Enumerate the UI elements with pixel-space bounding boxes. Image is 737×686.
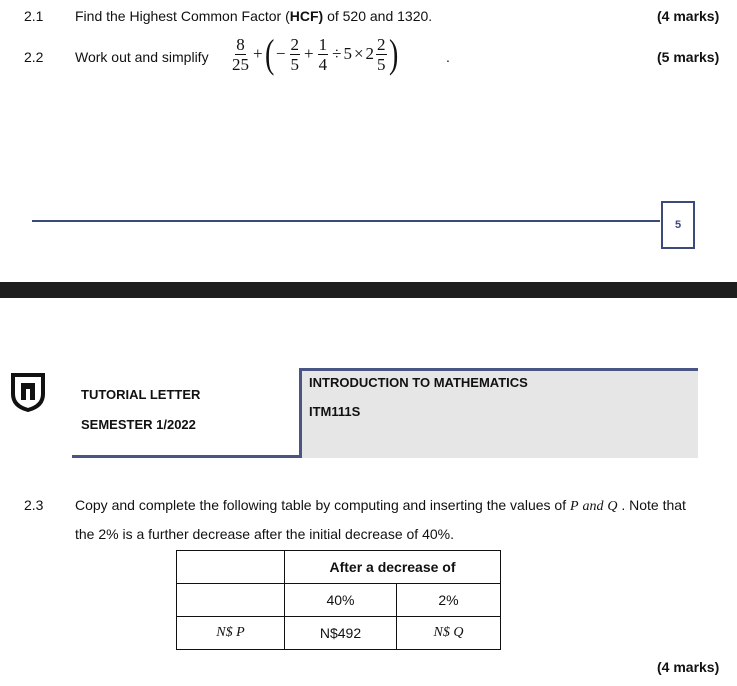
fraction [290,36,301,73]
table-cell: 2% [397,584,501,617]
numerator: 1 [318,34,328,54]
question-text: Work out and simplify [75,49,209,65]
denominator: 4 [318,54,328,74]
numerator: 2 [377,34,386,54]
question-text-line2: the 2% is a further decrease after the initial decrease of 40%. [75,526,454,542]
numerator: 2 [290,34,300,54]
semester-label: SEMESTER 1/2022 [81,417,196,432]
variable-q: Q [607,499,618,514]
university-shield-logo-icon [10,372,46,412]
marks-label: (5 marks) [657,49,720,65]
table-row [177,551,501,584]
plus-sign: + [304,44,314,63]
marks-label: (4 marks) [657,8,720,24]
period: . [446,49,450,65]
table-cell-empty [177,551,285,584]
page-number-box [661,201,695,249]
decrease-table [176,550,501,650]
marks-label: (4 marks) [657,659,720,675]
question-text-bold: HCF) [289,8,324,24]
footer-rule [32,220,660,222]
table-header: After a decrease of [285,551,501,584]
plus-sign: + [253,44,263,63]
denominator: 5 [377,54,386,74]
question-text-part: Copy and complete the following table by computing and inserting the values of [75,497,570,513]
question-number: 2.1 [24,8,44,24]
fraction [232,36,249,73]
fraction [318,36,329,73]
question-text-line1 [75,497,686,515]
table-cell: N$ Q [397,617,501,650]
minus-sign: − [275,44,286,63]
page-number: 5 [674,219,682,231]
times-sign: × [353,44,364,63]
divide-sign: ÷ [332,44,342,63]
table-cell: N$492 [285,617,397,650]
number: 5 [343,44,352,63]
variable-p: P [569,499,579,514]
numerator: 8 [236,34,245,54]
denominator: 25 [232,54,249,74]
question-number: 2.3 [24,497,44,513]
course-title: INTRODUCTION TO MATHEMATICS [309,375,528,390]
whole-number: 2 [365,44,375,63]
table-cell-empty [177,584,285,617]
course-info-box [299,368,698,458]
left-paren: ( [264,31,274,76]
table-row [177,617,501,650]
fraction [376,36,387,73]
question-text [75,8,432,24]
page-break-band [0,282,737,298]
math-expression [230,31,398,76]
question-text-part: Find the Highest Common Factor ( [75,8,290,24]
table-row [177,584,501,617]
word-and: and [582,499,604,514]
header-underline [72,455,302,458]
table-row-label: N$ P [177,617,285,650]
question-text-part: . Note that [617,497,686,513]
tutorial-letter-label: TUTORIAL LETTER [81,387,201,402]
right-paren: ) [388,31,398,76]
course-code: ITM111S [309,404,361,419]
question-text-part: of 520 and 1320. [323,8,433,24]
question-number: 2.2 [24,49,44,65]
table-cell: 40% [285,584,397,617]
denominator: 5 [290,54,300,74]
